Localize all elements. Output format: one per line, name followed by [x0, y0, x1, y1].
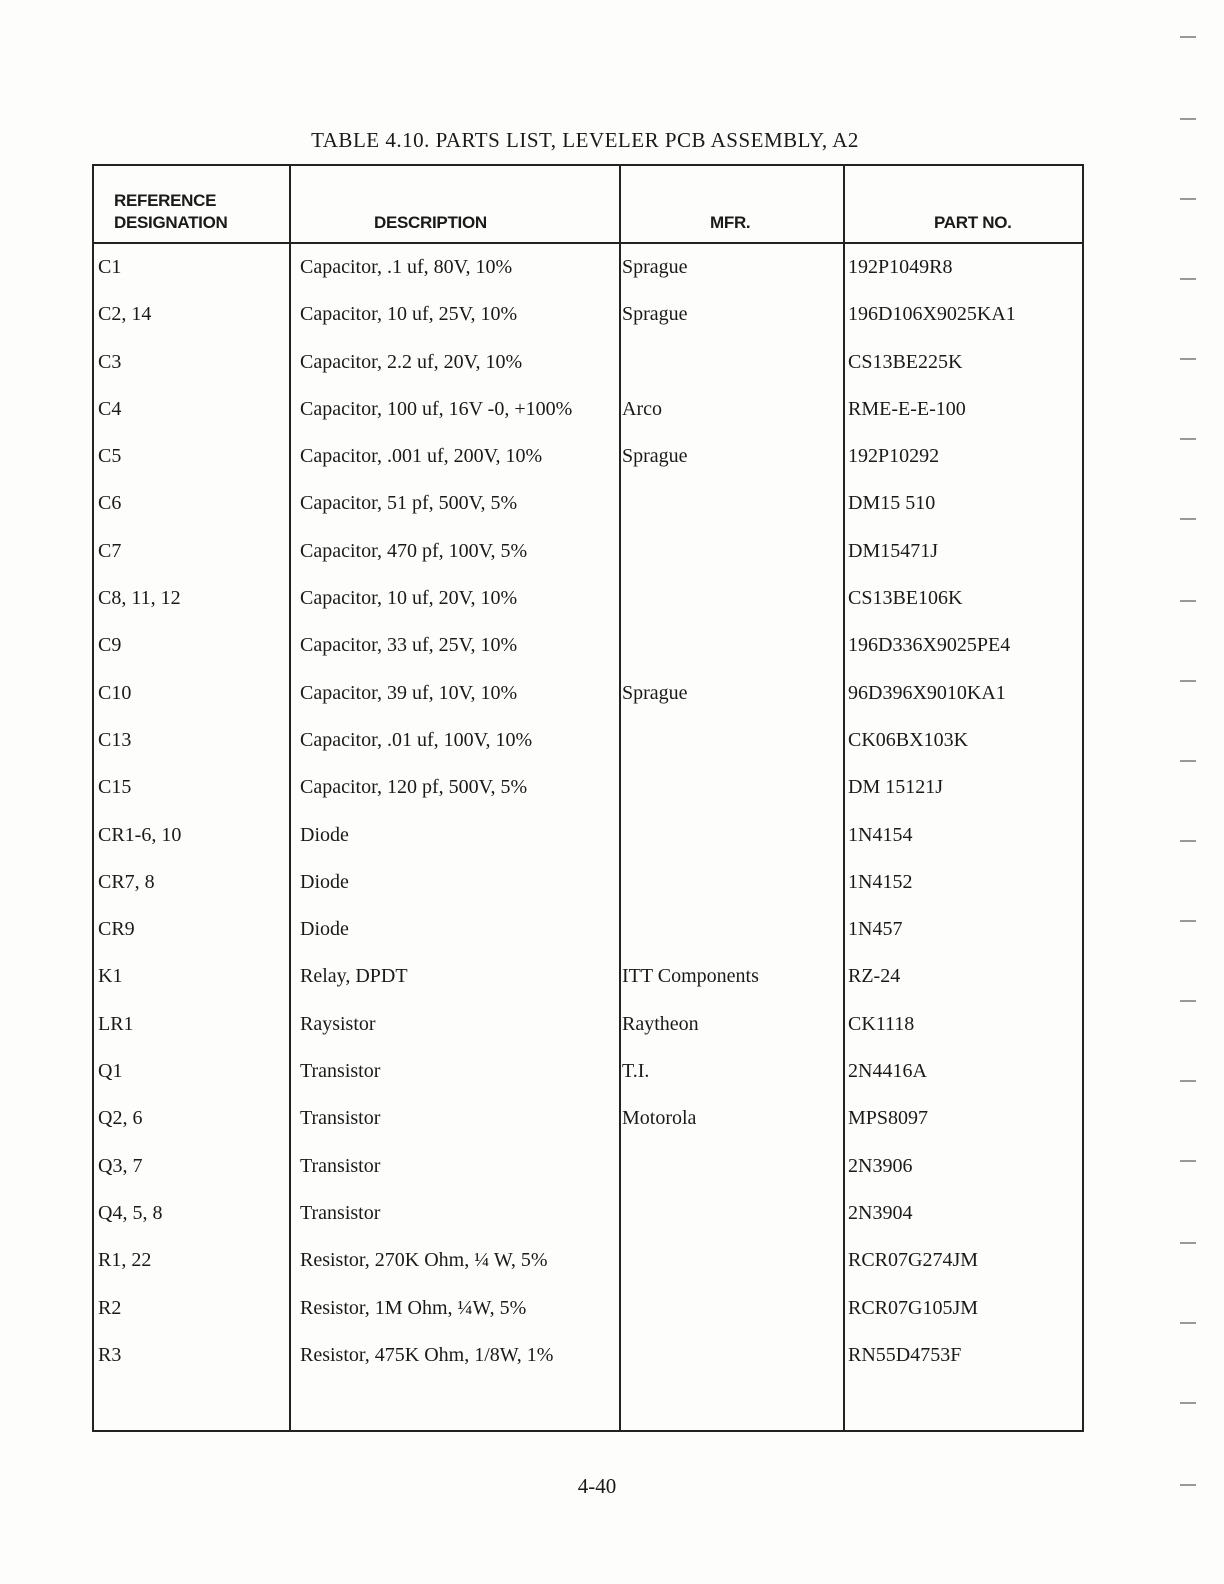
description-cell: Diode [300, 870, 349, 893]
description-cell: Capacitor, .001 uf, 200V, 10% [300, 445, 543, 468]
reference-cell: Q1 [98, 1060, 123, 1083]
table-row [94, 723, 1082, 770]
reference-cell: C6 [98, 492, 122, 515]
table-row [94, 581, 1082, 628]
part-number-cell: 1N4152 [848, 870, 913, 893]
description-cell: Capacitor, 100 uf, 16V -0, +100% [300, 397, 573, 420]
description-cell: Capacitor, 10 uf, 20V, 10% [300, 587, 518, 610]
table-row [94, 628, 1082, 675]
part-number-cell: 2N4416A [848, 1060, 927, 1083]
table-row [94, 676, 1082, 723]
description-cell: Capacitor, .1 uf, 80V, 10% [300, 256, 513, 278]
margin-mark [1180, 358, 1196, 360]
reference-cell: C9 [98, 634, 122, 657]
table-row [94, 1291, 1082, 1338]
header-reference-designation [114, 190, 228, 234]
description-cell: Diode [300, 823, 349, 846]
part-number-cell: DM15471J [848, 539, 939, 562]
reference-cell: CR1-6, 10 [98, 823, 182, 846]
reference-cell: C15 [98, 776, 132, 799]
table-row [94, 486, 1082, 533]
margin-mark [1180, 1080, 1196, 1082]
table-row [94, 1007, 1082, 1054]
part-number-cell: RZ-24 [848, 965, 901, 988]
part-number-cell: CK1118 [848, 1012, 915, 1035]
reference-cell: CR9 [98, 918, 135, 941]
part-number-cell: DM15 510 [848, 492, 936, 515]
table-body [94, 250, 1082, 1385]
part-number-cell: RCR07G274JM [848, 1249, 979, 1272]
margin-mark [1180, 1484, 1196, 1486]
reference-cell: C3 [98, 350, 122, 373]
description-cell: Diode [300, 918, 349, 941]
reference-cell: C4 [98, 397, 122, 420]
reference-cell: C13 [98, 728, 132, 751]
header-ref-line1: REFERENCE [114, 191, 217, 210]
reference-cell: LR1 [98, 1012, 134, 1035]
part-number-cell: 192P1049R8 [848, 256, 953, 278]
margin-mark [1180, 760, 1196, 762]
description-cell: Capacitor, 2.2 uf, 20V, 10% [300, 350, 523, 373]
manufacturer-cell: Sprague [622, 681, 688, 704]
margin-mark [1180, 1322, 1196, 1324]
description-cell: Resistor, 270K Ohm, ¼ W, 5% [300, 1249, 548, 1272]
table-row [94, 439, 1082, 486]
description-cell: Capacitor, 120 pf, 500V, 5% [300, 776, 528, 799]
manufacturer-cell: Motorola [622, 1107, 697, 1130]
reference-cell: C1 [98, 256, 122, 278]
part-number-cell: 1N457 [848, 918, 903, 941]
table-row [94, 1196, 1082, 1243]
part-number-cell: DM 15121J [848, 776, 944, 799]
reference-cell: Q2, 6 [98, 1107, 143, 1130]
description-cell: Capacitor, 470 pf, 100V, 5% [300, 539, 528, 562]
reference-cell: Q3, 7 [98, 1154, 143, 1177]
margin-mark [1180, 920, 1196, 922]
table-row [94, 959, 1082, 1006]
part-number-cell: CK06BX103K [848, 728, 969, 751]
table-row [94, 770, 1082, 817]
table-row [94, 865, 1082, 912]
manufacturer-cell: Sprague [622, 303, 688, 326]
reference-cell: Q4, 5, 8 [98, 1201, 163, 1224]
table-row [94, 1149, 1082, 1196]
margin-mark [1180, 36, 1196, 38]
description-cell: Transistor [300, 1107, 381, 1130]
table-row [94, 250, 1082, 297]
table-row [94, 345, 1082, 392]
header-part-no: PART NO. [934, 213, 1012, 232]
reference-cell: C10 [98, 681, 132, 704]
part-number-cell: 2N3906 [848, 1154, 913, 1177]
parts-table [92, 164, 1084, 1432]
table-row [94, 1338, 1082, 1385]
reference-cell: R1, 22 [98, 1249, 152, 1272]
reference-cell: C2, 14 [98, 303, 152, 326]
manufacturer-cell: Arco [622, 397, 662, 420]
manufacturer-cell: T.I. [622, 1060, 650, 1083]
description-cell: Raysistor [300, 1012, 376, 1035]
table-row [94, 297, 1082, 344]
margin-mark [1180, 438, 1196, 440]
reference-cell: K1 [98, 965, 123, 988]
page-number: 4-40 [577, 1474, 617, 1498]
description-cell: Transistor [300, 1060, 381, 1083]
part-number-cell: CS13BE106K [848, 587, 963, 610]
margin-mark [1180, 1000, 1196, 1002]
margin-mark [1180, 600, 1196, 602]
reference-cell: C7 [98, 539, 122, 562]
table-row [94, 1101, 1082, 1148]
description-cell: Capacitor, .01 uf, 100V, 10% [300, 728, 533, 751]
manufacturer-cell: Sprague [622, 445, 688, 468]
part-number-cell: 196D336X9025PE4 [848, 634, 1011, 657]
description-cell: Capacitor, 51 pf, 500V, 5% [300, 492, 518, 515]
header-mfr: MFR. [710, 213, 751, 232]
description-cell: Transistor [300, 1201, 381, 1224]
margin-mark [1180, 1402, 1196, 1404]
description-cell: Transistor [300, 1154, 381, 1177]
description-cell: Relay, DPDT [300, 965, 408, 988]
reference-cell: R3 [98, 1343, 122, 1366]
margin-mark [1180, 518, 1196, 520]
part-number-cell: 96D396X9010KA1 [848, 681, 1006, 704]
margin-mark [1180, 840, 1196, 842]
part-number-cell: 1N4154 [848, 823, 913, 846]
table-row [94, 1054, 1082, 1101]
margin-mark [1180, 278, 1196, 280]
manufacturer-cell: Sprague [622, 256, 688, 278]
table-row [94, 912, 1082, 959]
margin-mark [1180, 118, 1196, 120]
header-description: DESCRIPTION [374, 213, 487, 232]
margin-mark [1180, 1160, 1196, 1162]
header-divider [94, 242, 1082, 244]
reference-cell: CR7, 8 [98, 870, 155, 893]
description-cell: Capacitor, 10 uf, 25V, 10% [300, 303, 518, 326]
part-number-cell: MPS8097 [848, 1107, 929, 1130]
table-row [94, 392, 1082, 439]
table-row [94, 534, 1082, 581]
table-title: TABLE 4.10. PARTS LIST, LEVELER PCB ASSEMBLY, A2 [311, 128, 859, 152]
margin-mark [1180, 680, 1196, 682]
part-number-cell: 196D106X9025KA1 [848, 303, 1016, 326]
part-number-cell: RN55D4753F [848, 1343, 962, 1366]
reference-cell: C5 [98, 445, 122, 468]
part-number-cell: 2N3904 [848, 1201, 913, 1224]
description-cell: Resistor, 475K Ohm, 1/8W, 1% [300, 1343, 554, 1366]
reference-cell: R2 [98, 1296, 122, 1319]
description-cell: Resistor, 1M Ohm, ¼W, 5% [300, 1296, 527, 1319]
reference-cell: C8, 11, 12 [98, 587, 181, 610]
description-cell: Capacitor, 39 uf, 10V, 10% [300, 681, 518, 704]
part-number-cell: RCR07G105JM [848, 1296, 979, 1319]
manufacturer-cell: Raytheon [622, 1012, 699, 1035]
manufacturer-cell: ITT Components [622, 965, 759, 988]
margin-mark [1180, 198, 1196, 200]
table-row [94, 1243, 1082, 1290]
part-number-cell: CS13BE225K [848, 350, 963, 373]
description-cell: Capacitor, 33 uf, 25V, 10% [300, 634, 518, 657]
part-number-cell: 192P10292 [848, 445, 940, 468]
part-number-cell: RME-E-E-100 [848, 397, 966, 420]
header-ref-line2: DESIGNATION [114, 213, 228, 232]
table-row [94, 818, 1082, 865]
margin-mark [1180, 1242, 1196, 1244]
